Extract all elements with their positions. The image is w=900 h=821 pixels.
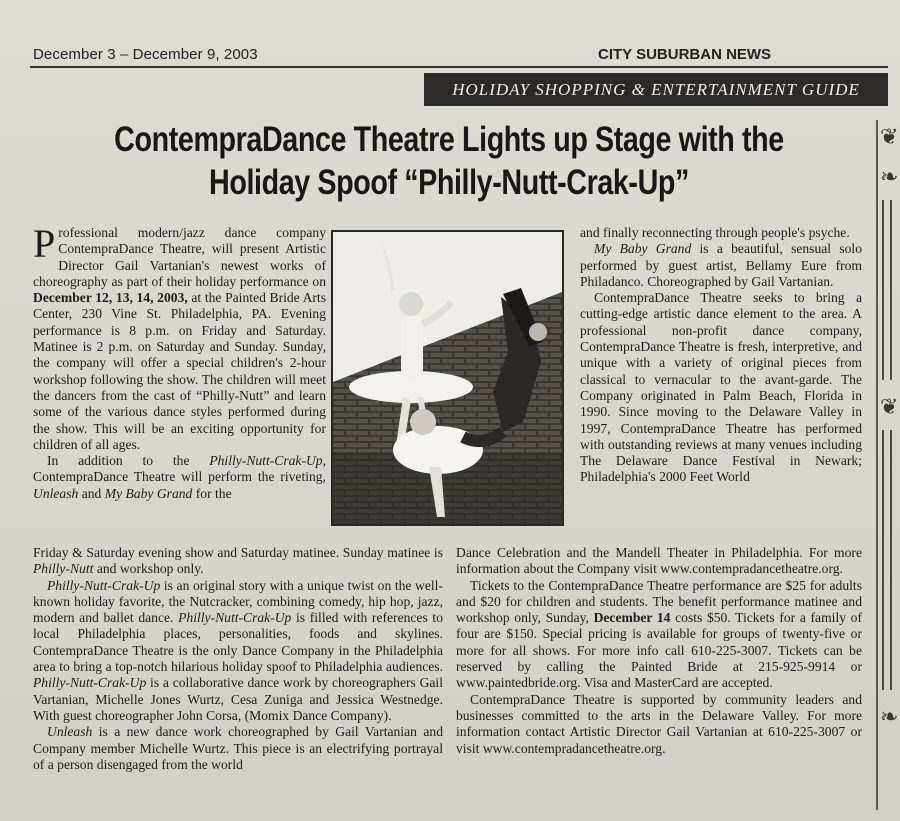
article-paragraph: My Baby Grand is a beautiful, sensual solo performed by guest artist, Bellamy Eure from Philadanco. Choreographed by Gail Vartanian.: [580, 241, 862, 289]
scroll-ornament-icon: ❧: [880, 704, 899, 729]
article-paragraph: Friday & Saturday evening show and Saturday matinee. Sunday matinee is Philly-Nutt and workshop only.: [33, 545, 443, 577]
article-column-lower-right: [456, 545, 862, 757]
article-paragraph: and finally reconnecting through people's psyche.: [580, 225, 850, 240]
scroll-ornament-icon: ❧: [880, 164, 899, 189]
article-column-right: [580, 225, 862, 486]
newspaper-name: CITY SUBURBAN NEWS: [598, 46, 772, 63]
issue-date-range: December 3 – December 9, 2003: [33, 46, 258, 63]
benefit-date: December 14: [593, 610, 671, 626]
header-rule: [30, 66, 888, 68]
article-paragraph: Unleash is a new dance work choreographed by Gail Vartanian and Company member Michelle Wurtz. This piece is an electrifying portrayal of a person disengaged from the world: [33, 724, 443, 772]
article-paragraph: ContempraDance Theatre seeks to bring a cutting-edge artistic dance element to the area. A professional non-profit dance company, ContempraDance Theatre is fresh, interpretive, and unique with a variety of original pieces from classical to vernacular to the avant-garde. The Company originated in Palm Beach, Florida in 1990. Since moving to the Delaware Valley in 1997, ContempraDance Theatre has performed with outstanding reviews at many venues including The Delaware Dance Festival in Newark; Philadelphia's 2000 Feet World: [580, 290, 862, 485]
ornament-bar: [882, 430, 892, 690]
article-paragraph: Tickets to the ContempraDance Theatre performance are $25 for adults and $20 for children and students. The benefit performance matinee and workshop only, Sunday, December 14 costs $50. Tickets for a family of four are $150. Special pricing is available for groups of twenty-five or more for all shows. For more info call 610-225-3007. Tickets can be reserved by calling the Painted Bride at 215-925-9914 or www.paintedbride.org. Visa and MasterCard are accepted.: [456, 577, 862, 691]
article-column-left: [33, 221, 327, 502]
dancers-photo-image: [333, 232, 562, 524]
section-banner: [424, 73, 888, 106]
article-paragraph: In addition to the Philly-Nutt-Crak-Up, ContempraDance Theatre will perform the riveting, Unleash and My Baby Grand for the: [33, 453, 326, 501]
article-paragraph: Philly-Nutt-Crak-Up is an original story with a unique twist on the well-known holiday favorite, the Nutcracker, combining comedy, hip hop, jazz, modern and ballet dance. Philly-Nutt-Crak-Up is filled with references to local Philadelphia places, personalities, foods and skylines. ContempraDance Theatre is the only Dance Company in the Philadelphia area to bring a top-notch hilarious holiday spoof to Philadelphia audiences. Philly-Nutt-Crak-Up is a collaborative dance work by choreographers Gail Vartanian, Michelle Jones Wurtz, Cesa Zuniga and Jessica Westnedge. With guest choreographer John Corsa, (Momix Dance Company).: [33, 577, 443, 723]
article-paragraph: ContempraDance Theatre is supported by community leaders and businesses committed to the arts in the Delaware Valley. For more information contact Artistic Director Gail Vartanian at 610-225-3007 or visit www.contempradancetheatre.org.: [456, 691, 862, 756]
article-headline: [105, 118, 792, 204]
scroll-ornament-icon: ❦: [880, 394, 899, 419]
article-paragraph: Professional modern/jazz dance company ContempraDance Theatre, will present Artistic Director Gail Vartanian's newest works of choreography as part of their holiday performance on December 12, 13, 14, 2003, at the Painted Bride Arts Center, 230 Vine St. Philadelphia, PA. Evening performance is 8 p.m. on Friday and Saturday. Matinee is 2 p.m. on Saturday and Sunday. Sunday, the company will offer a special children's 2-hour workshop following the show. The children will meet the dancers from the cast of “Philly-Nutt” and learn some of the various dance styles performed during the show. This will be an exciting opportunity for children of all ages.: [33, 221, 327, 452]
headline-line-2: Holiday Spoof “Philly-Nutt-Crak-Up”: [209, 163, 689, 202]
dance-photo: [331, 230, 564, 526]
ornament-bar: [882, 200, 892, 380]
event-dates: December 12, 13, 14, 2003,: [33, 290, 188, 306]
decorative-border-ornament: [876, 120, 899, 810]
article-column-lower-left: [33, 545, 443, 773]
section-banner-title: HOLIDAY SHOPPING & ENTERTAINMENT GUIDE: [452, 79, 860, 99]
scroll-ornament-icon: ❦: [880, 124, 899, 149]
article-paragraph: Dance Celebration and the Mandell Theater in Philadelphia. For more information about the Company visit www.contempradancetheatre.org.: [456, 545, 862, 577]
drop-cap: P: [33, 221, 56, 266]
headline-line-1: ContempraDance Theatre Lights up Stage with the: [114, 120, 784, 159]
